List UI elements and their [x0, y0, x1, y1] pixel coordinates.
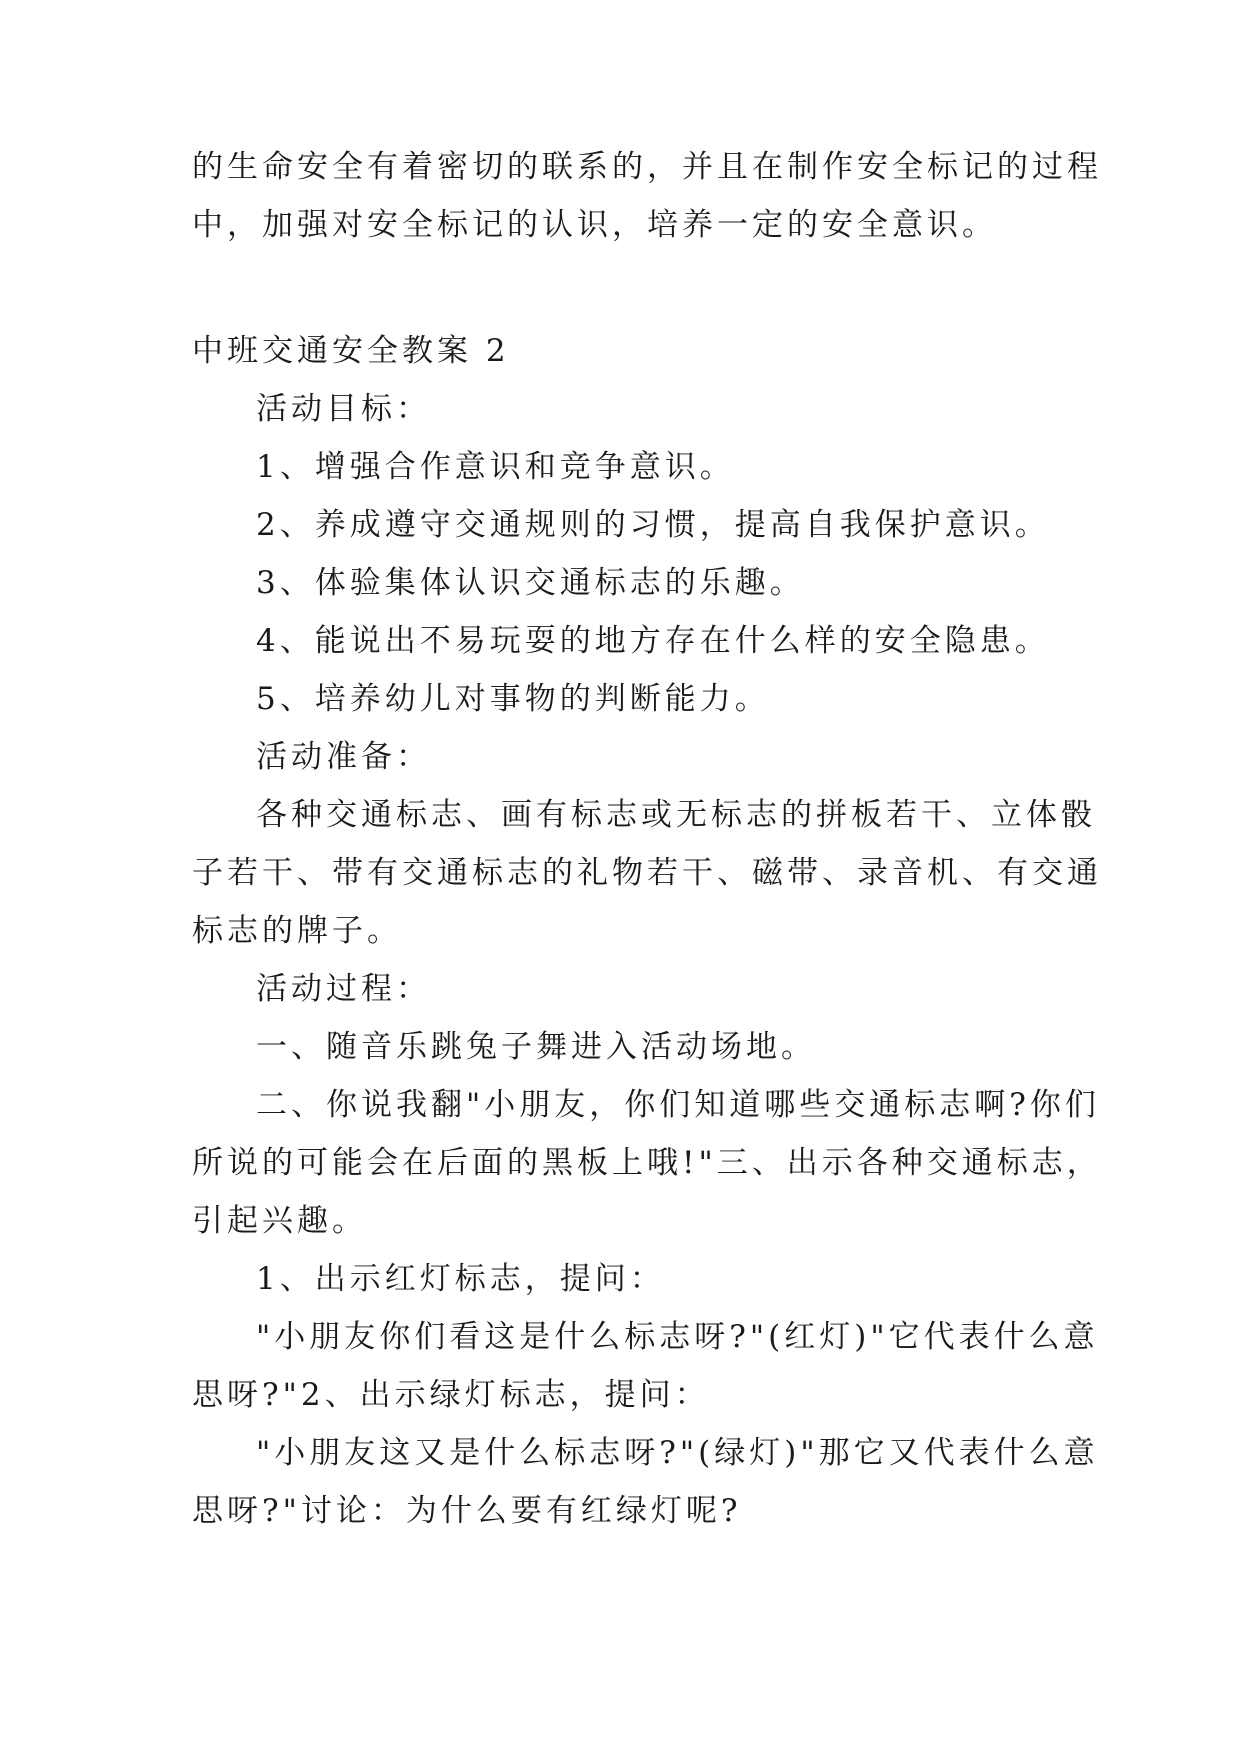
paragraph-line: 思呀?"讨论：为什么要有红绿灯呢?	[192, 1493, 742, 1529]
paragraph-line: 所说的可能会在后面的黑板上哦!"三、出示各种交通标志，	[192, 1145, 1102, 1181]
section-title: 中班交通安全教案 2	[192, 333, 510, 369]
paragraph-line: 一、随音乐跳兔子舞进入活动场地。	[256, 1029, 816, 1065]
goal-item: 4、能说出不易玩耍的地方存在什么样的安全隐患。	[256, 623, 1050, 659]
goal-item: 1、增强合作意识和竞争意识。	[256, 449, 735, 485]
paragraph-line: 引起兴趣。	[192, 1203, 367, 1239]
paragraph-line: 二、你说我翻"小朋友，你们知道哪些交通标志啊?你们	[256, 1087, 1100, 1123]
goal-item: 3、体验集体认识交通标志的乐趣。	[256, 565, 805, 601]
heading-activity-goals: 活动目标：	[256, 391, 431, 427]
paragraph-line: "小朋友你们看这是什么标志呀?"(红灯)"它代表什么意	[256, 1319, 1099, 1355]
paragraph-line: "小朋友这又是什么标志呀?"(绿灯)"那它又代表什么意	[256, 1435, 1099, 1471]
paragraph-line: 标志的牌子。	[192, 913, 402, 949]
paragraph-line: 思呀?"2、出示绿灯标志，提问：	[192, 1377, 710, 1413]
paragraph-line: 的生命安全有着密切的联系的，并且在制作安全标记的过程	[192, 149, 1102, 185]
paragraph-line: 中，加强对安全标记的认识，培养一定的安全意识。	[192, 207, 997, 243]
heading-activity-preparation: 活动准备：	[256, 739, 431, 775]
goal-item: 2、养成遵守交通规则的习惯，提高自我保护意识。	[256, 507, 1050, 543]
goal-item: 5、培养幼儿对事物的判断能力。	[256, 681, 770, 717]
paragraph-line: 1、出示红灯标志，提问：	[256, 1261, 665, 1297]
heading-activity-process: 活动过程：	[256, 971, 431, 1007]
paragraph-line: 子若干、带有交通标志的礼物若干、磁带、录音机、有交通	[192, 855, 1102, 891]
paragraph-line: 各种交通标志、画有标志或无标志的拼板若干、立体骰	[256, 797, 1096, 833]
